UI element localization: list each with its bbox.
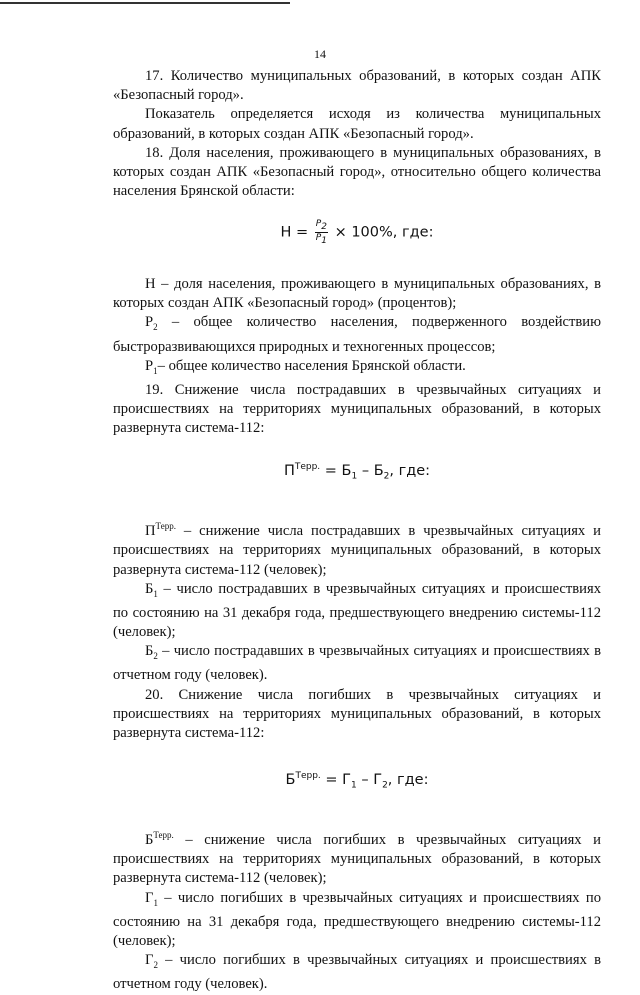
def-b-terr-sup: Терр. [153,830,174,841]
item-17-body: Показатель определяется исходя из количества муниципальных образований, в которых создан АПК «Безопасный город». [113,106,601,142]
def-p1-sub: 1 [153,365,158,376]
def-p1-symbol: Р [145,357,154,374]
formula-deaths-reduction [113,767,601,796]
formula-lhs: Н = [280,224,313,241]
fraction-denominator: P [315,233,322,244]
page-number: 14 [314,47,326,61]
def-b1-text: – число пострадавших в чрезвычайных ситуациях и происшествиях по состоянию на 31 декабря года, предшествующего внедрению системы-112 (человек); [113,580,601,641]
denominator-sub: 1 [321,236,327,247]
def-p2-symbol: Р [145,314,154,331]
def-p-terr-text: – снижение числа пострадавших в чрезвычайных ситуациях и происшествиях на территориях муниципальных образований, в которых развернута система-112 (человек); [113,523,601,578]
def-p-terr-symbol: П [145,523,156,540]
def-g2 [113,951,601,994]
def-g2-symbol: Г [145,952,154,969]
def-p1-text: – общее количество населения Брянской области. [157,357,466,374]
f19-sub1: 1 [351,472,358,483]
def-g1 [113,889,601,952]
item-20-title: 20. Снижение числа погибших в чрезвычайных ситуациях и происшествиях на территориях муниципальных образований, в которых развернута система-112: [113,686,601,742]
def-p-terr [113,517,601,579]
def-b2 [113,642,601,685]
formula-rhs: × 100%, где: [329,224,434,241]
def-p2 [113,313,601,356]
def-b-terr [113,826,601,888]
f20-sup: Терр. [295,771,321,782]
formula-injured-reduction [113,458,601,487]
def-g1-sub: 1 [153,897,158,908]
def-b2-sub: 2 [153,651,158,662]
def-g2-sub: 2 [153,960,158,971]
def-b-terr-text: – снижение числа погибших в чрезвычайных ситуациях и происшествиях на территориях муниципальных образований, в которых развернута система-112 (человек); [113,832,601,887]
f20-sub2: 2 [382,781,388,791]
f20-minus: – Г [356,772,383,789]
f20-symbol: Б [285,772,296,789]
def-p2-sub: 2 [153,322,158,333]
formula-population-share [113,219,601,246]
f20-eq: = Г [320,772,352,789]
f19-symbol: П [283,463,295,480]
f20-tail: , где: [387,772,429,789]
def-g1-text: – число погибших в чрезвычайных ситуациях и происшествиях по состоянию на 31 декабря года, предшествующего внедрению системы-112 (человек); [113,889,601,949]
def-p-terr-sup: Терр. [155,521,176,532]
fraction-numerator: P [315,219,322,230]
f19-eq: = Б [320,463,352,480]
def-b-terr-symbol: Б [145,832,154,849]
f19-tail: , где: [389,463,431,480]
numerator-sub: 2 [321,222,327,233]
def-b1-symbol: Б [145,580,154,597]
item-17-title: 17. Количество муниципальных образований, в которых создан АПК «Безопасный город». [113,68,601,104]
formula-fraction [315,219,328,246]
def-b2-symbol: Б [145,643,154,660]
f19-minus: – Б [357,463,384,480]
f19-sub2: 2 [383,472,390,483]
item-18-title: 18. Доля населения, проживающего в муниципальных образованиях, в которых создан АПК «Безопасный город», относительно общего количества населения Брянской области: [113,144,601,200]
def-h: Н – доля населения, проживающего в муниципальных образованиях, в которых создан АПК «Безопасный город» (процентов); [113,276,601,312]
def-p1 [113,357,601,381]
item-19-title: 19. Снижение числа пострадавших в чрезвычайных ситуациях и происшествиях на территориях муниципальных образований, в которых развернута система-112: [113,381,601,437]
top-rule [0,2,290,4]
f20-sub1: 1 [351,781,357,791]
def-b1 [113,580,601,643]
def-g2-text: – число погибших в чрезвычайных ситуациях и происшествиях в отчетном году (человек). [113,952,601,993]
def-g1-symbol: Г [145,889,154,906]
document-body [113,67,601,995]
def-b2-text: – число пострадавших в чрезвычайных ситуациях и происшествиях в отчетном году (человек). [113,643,601,684]
def-b1-sub: 1 [153,588,158,599]
f19-sup: Терр. [294,462,321,473]
def-p2-text: – общее количество населения, подверженного воздействию быстроразвивающихся природных и техногенных процессов; [113,314,601,355]
